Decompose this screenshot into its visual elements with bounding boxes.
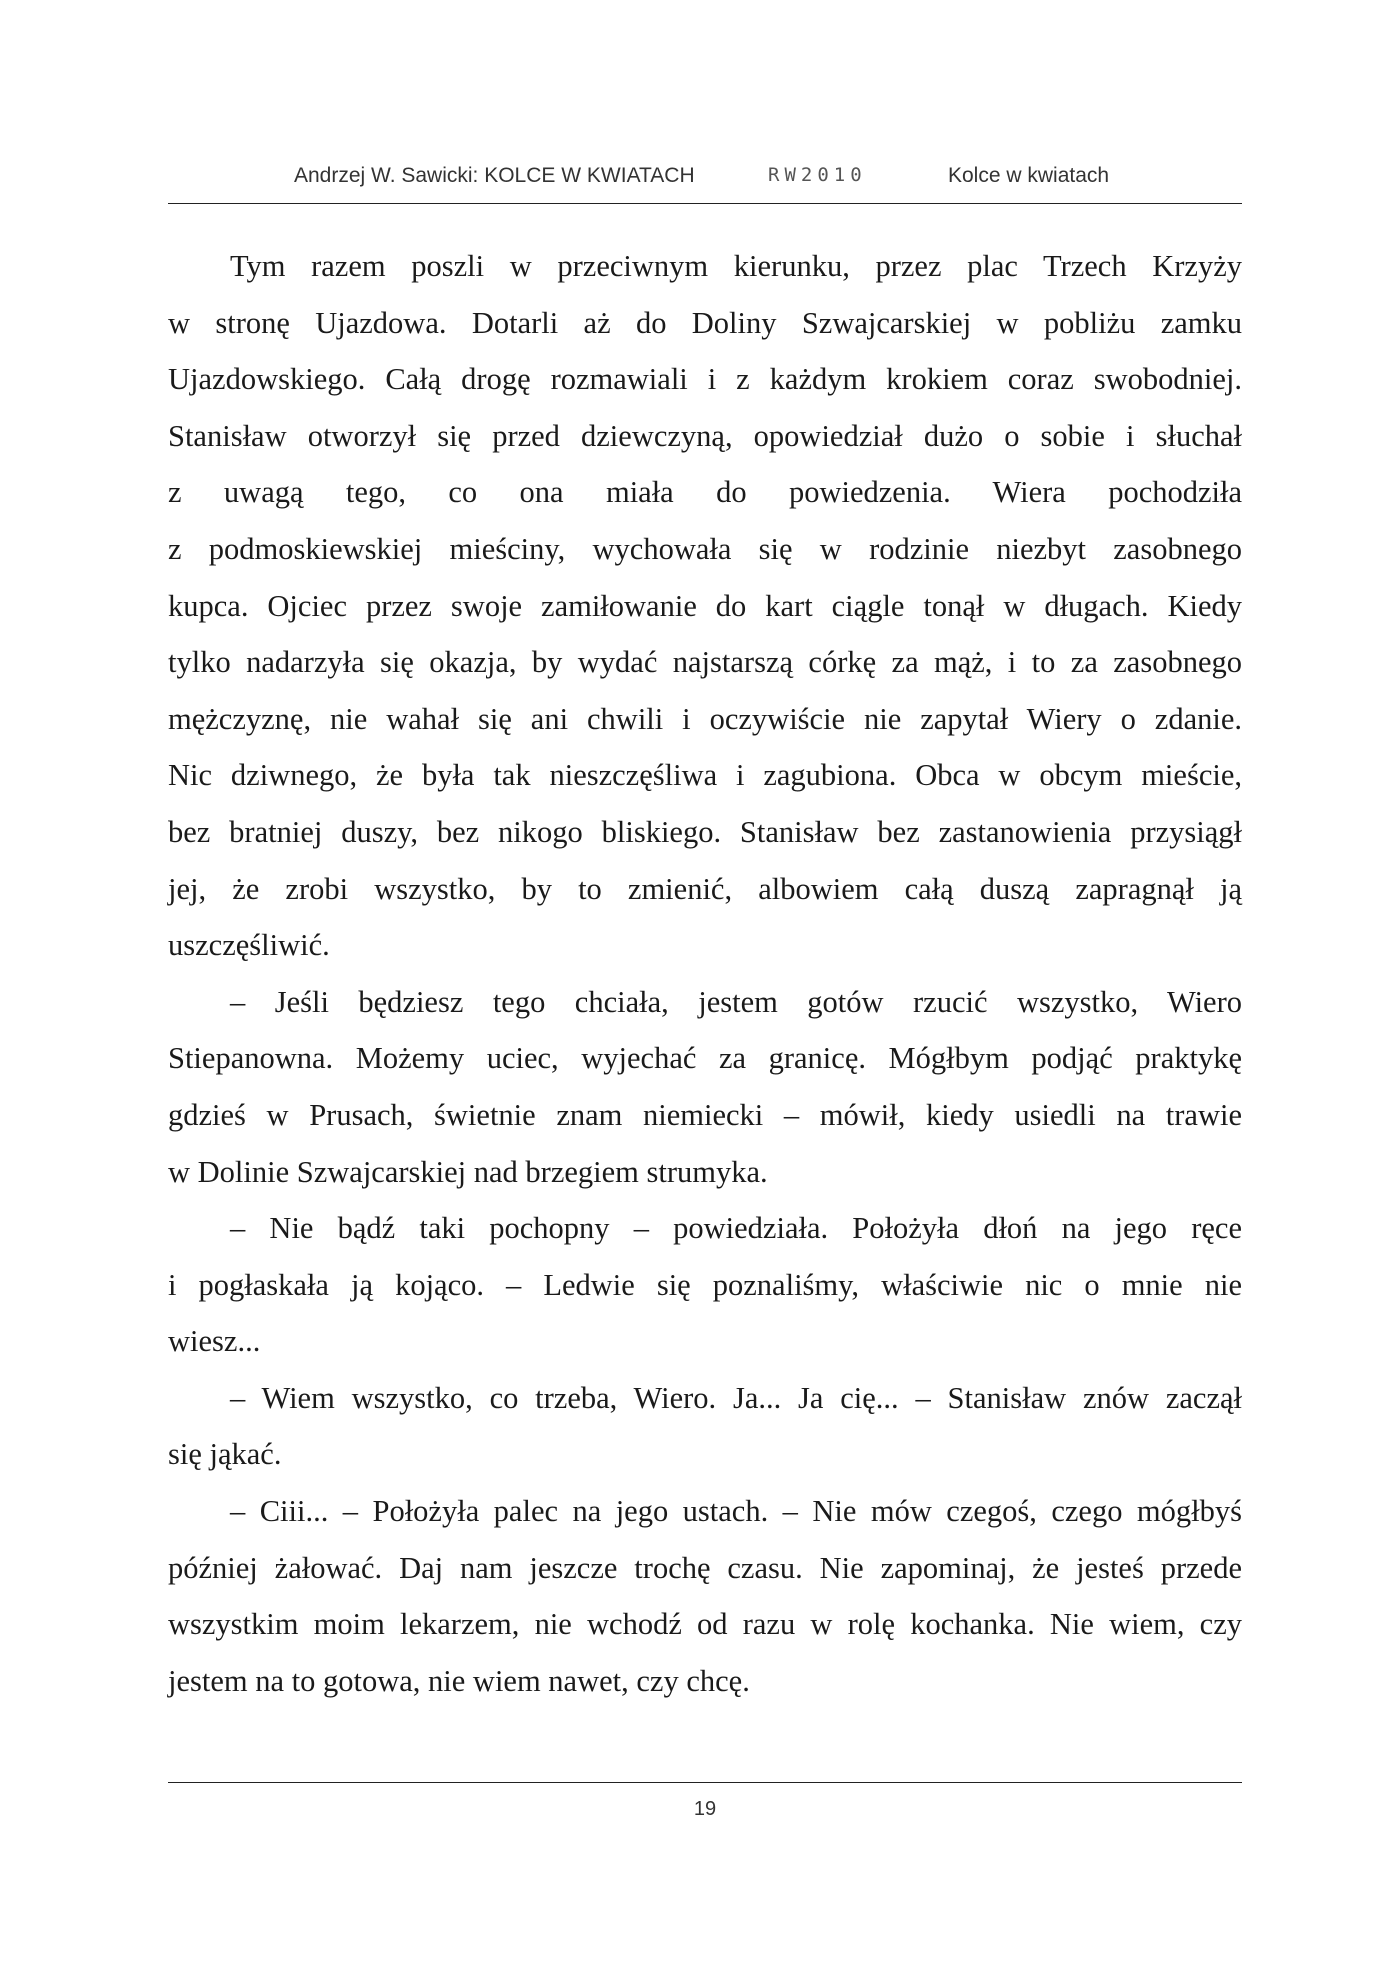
text-line: w Dolinie Szwajcarskiej nad brzegiem strumyka. bbox=[168, 1154, 768, 1189]
text-line: wszystkim moim lekarzem, nie wchodź od razu w rolę kochanka. Nie wiem, czy bbox=[168, 1607, 1242, 1642]
text-line: się jąkać. bbox=[168, 1437, 282, 1472]
text-line: jej, że zrobi wszystko, by to zmienić, albowiem całą duszą zapragnął ją bbox=[168, 871, 1242, 906]
text-line: z podmoskiewskiej mieściny, wychowała się w rodzinie niezbyt zasobnego bbox=[168, 531, 1242, 566]
text-line: w stronę Ujazdowa. Dotarli aż do Doliny Szwajcarskiej w pobliżu zamku bbox=[168, 305, 1242, 340]
header-short-title: Kolce w kwiatach bbox=[948, 164, 1110, 187]
text-line: Ujazdowskiego. Całą drogę rozmawiali i z każdym krokiem coraz swobodniej. bbox=[168, 362, 1242, 397]
header-author-title: Andrzej W. Sawicki: KOLCE W KWIATACH bbox=[294, 164, 695, 187]
running-header bbox=[168, 164, 1242, 194]
header-series: RW2010 bbox=[768, 164, 867, 186]
text-line: gdzieś w Prusach, świetnie znam niemiecki – mówił, kiedy usiedli na trawie bbox=[168, 1097, 1242, 1132]
header-rule bbox=[168, 203, 1242, 204]
text-line: uszczęśliwić. bbox=[168, 928, 330, 963]
footer-rule bbox=[168, 1782, 1242, 1783]
text-line: Tym razem poszli w przeciwnym kierunku, przez plac Trzech Krzyży bbox=[230, 249, 1242, 283]
text-line: Nic dziwnego, że była tak nieszczęśliwa i zagubiona. Obca w obcym mieście, bbox=[168, 758, 1242, 793]
text-line: – Ciii... – Położyła palec na jego ustach. – Nie mów czegoś, czego mógłbyś bbox=[230, 1494, 1242, 1529]
text-line: jestem na to gotowa, nie wiem nawet, czy chcę. bbox=[168, 1663, 750, 1698]
text-line: wiesz... bbox=[168, 1324, 261, 1359]
text-line: z uwagą tego, co ona miała do powiedzenia. Wiera pochodziła bbox=[168, 475, 1242, 510]
page-number: 19 bbox=[693, 1798, 717, 1820]
text-line: później żałować. Daj nam jeszcze trochę czasu. Nie zapominaj, że jesteś przede bbox=[168, 1550, 1242, 1585]
text-line: mężczyznę, nie wahał się ani chwili i oczywiście nie zapytał Wiery o zdanie. bbox=[168, 701, 1242, 736]
text-line: tylko nadarzyła się okazja, by wydać najstarszą córkę za mąż, i to za zasobnego bbox=[168, 645, 1242, 680]
text-line: – Wiem wszystko, co trzeba, Wiero. Ja... Ja cię... – Stanisław znów zaczął bbox=[230, 1380, 1242, 1415]
text-line: bez bratniej duszy, bez nikogo bliskiego. Stanisław bez zastanowienia przysiągł bbox=[168, 814, 1242, 849]
text-line: kupca. Ojciec przez swoje zamiłowanie do kart ciągle tonął w długach. Kiedy bbox=[168, 588, 1242, 623]
text-line: i pogłaskała ją kojąco. – Ledwie się poznaliśmy, właściwie nic o mnie nie bbox=[168, 1267, 1242, 1302]
text-line: – Jeśli będziesz tego chciała, jestem gotów rzucić wszystko, Wiero bbox=[230, 984, 1242, 1019]
text-line: Stiepanowna. Możemy uciec, wyjechać za granicę. Mógłbym podjąć praktykę bbox=[168, 1041, 1242, 1076]
body-text bbox=[168, 238, 1242, 1709]
text-line: – Nie bądź taki pochopny – powiedziała. Położyła dłoń na jego ręce bbox=[230, 1211, 1242, 1246]
text-line: Stanisław otworzył się przed dziewczyną, opowiedział dużo o sobie i słuchał bbox=[168, 418, 1242, 453]
